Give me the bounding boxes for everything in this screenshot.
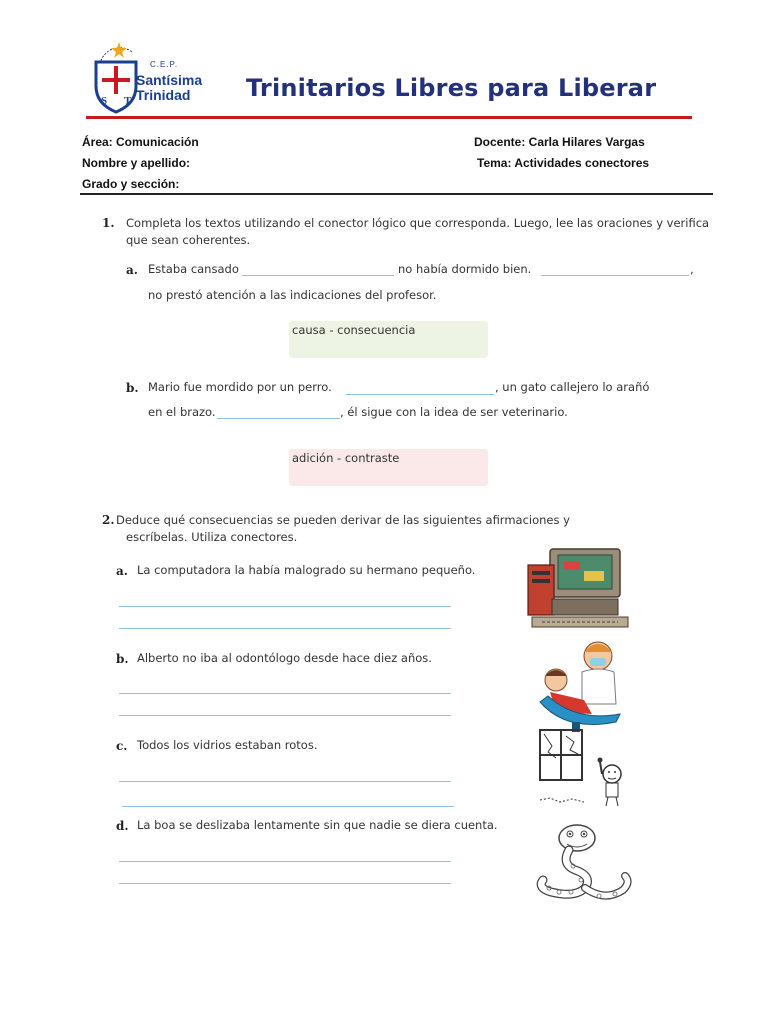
answer-line-2a-2[interactable]: [119, 628, 451, 629]
computer-icon: [522, 547, 640, 633]
question-2-instruction: Deduce qué consecuencias se pueden derivar de las siguientes afirmaciones y: [116, 513, 570, 527]
question-1-instruction-2: que sean coherentes.: [126, 233, 251, 247]
svg-text:T: T: [124, 95, 132, 107]
logo-school-name-2: Trinidad: [136, 87, 191, 103]
answer-line-2a-1[interactable]: [119, 606, 451, 607]
item-2d-text: La boa se deslizaba lentamente sin que nadie se diera cuenta.: [137, 818, 498, 832]
item-1a-text-2: no había dormido bien.: [398, 262, 532, 276]
item-1b-text-4: , él sigue con la idea de ser veterinario.: [340, 405, 568, 419]
item-1b-text-3: en el brazo.: [148, 405, 216, 419]
dentist-icon: [536, 638, 628, 732]
blank-1b-1[interactable]: [346, 394, 494, 395]
hint-box-causa: [289, 321, 488, 358]
hint-adicion-text: adición - contraste: [292, 451, 400, 465]
answer-line-2c-2[interactable]: [122, 806, 454, 807]
item-2c-text: Todos los vidrios estaban rotos.: [137, 738, 318, 752]
question-1-number: 1.: [102, 216, 115, 230]
snake-icon: [535, 820, 635, 912]
item-1a-text-1: Estaba cansado: [148, 262, 239, 276]
broken-window-icon: [536, 728, 632, 808]
item-2b-letter: b.: [116, 652, 129, 666]
logo-school-name-1: Santísima: [136, 72, 203, 88]
logo-cep: C.E.P.: [150, 60, 179, 69]
answer-line-2b-1[interactable]: [119, 693, 451, 694]
tema-label: Tema: Actividades conectores: [477, 156, 650, 170]
meta-divider: [80, 193, 713, 195]
blank-1a-2[interactable]: [541, 275, 689, 276]
item-1b-text-2: , un gato callejero lo arañó: [495, 380, 650, 394]
area-label: Área: Comunicación: [82, 135, 199, 149]
item-2c-letter: c.: [116, 739, 128, 753]
blank-1a-1[interactable]: [242, 275, 394, 276]
svg-text:S: S: [101, 95, 108, 107]
hint-box-adicion: [289, 449, 488, 486]
docente-label: Docente: Carla Hilares Vargas: [474, 135, 645, 149]
question-2-instruction-2: escríbelas. Utiliza conectores.: [126, 530, 298, 544]
item-1b-text-1: Mario fue mordido por un perro.: [148, 380, 332, 394]
answer-line-2d-2[interactable]: [119, 883, 451, 884]
item-2a-text: La computadora la había malogrado su hermano pequeño.: [137, 563, 476, 577]
nombre-label: Nombre y apellido:: [82, 156, 191, 170]
item-1b-letter: b.: [126, 381, 139, 395]
item-1a-text-3: ,: [690, 262, 694, 276]
item-1a-letter: a.: [126, 263, 138, 277]
header-divider: [86, 116, 692, 119]
answer-line-2b-2[interactable]: [119, 715, 451, 716]
item-2d-letter: d.: [116, 819, 129, 833]
answer-line-2c-1[interactable]: [119, 781, 451, 782]
answer-line-2d-1[interactable]: [119, 861, 451, 862]
grado-label: Grado y sección:: [82, 177, 180, 191]
item-2a-letter: a.: [116, 564, 128, 578]
item-1a-text-4: no prestó atención a las indicaciones del profesor.: [148, 288, 437, 302]
blank-1b-2[interactable]: [217, 418, 340, 419]
page-title: Trinitarios Libres para Liberar: [246, 74, 657, 102]
item-2b-text: Alberto no iba al odontólogo desde hace diez años.: [137, 651, 432, 665]
hint-causa-text: causa - consecuencia: [292, 323, 416, 337]
question-1-instruction: Completa los textos utilizando el conector lógico que corresponda. Luego, lee las oraciones y verifica: [126, 216, 710, 230]
question-2-number: 2.: [102, 513, 115, 527]
